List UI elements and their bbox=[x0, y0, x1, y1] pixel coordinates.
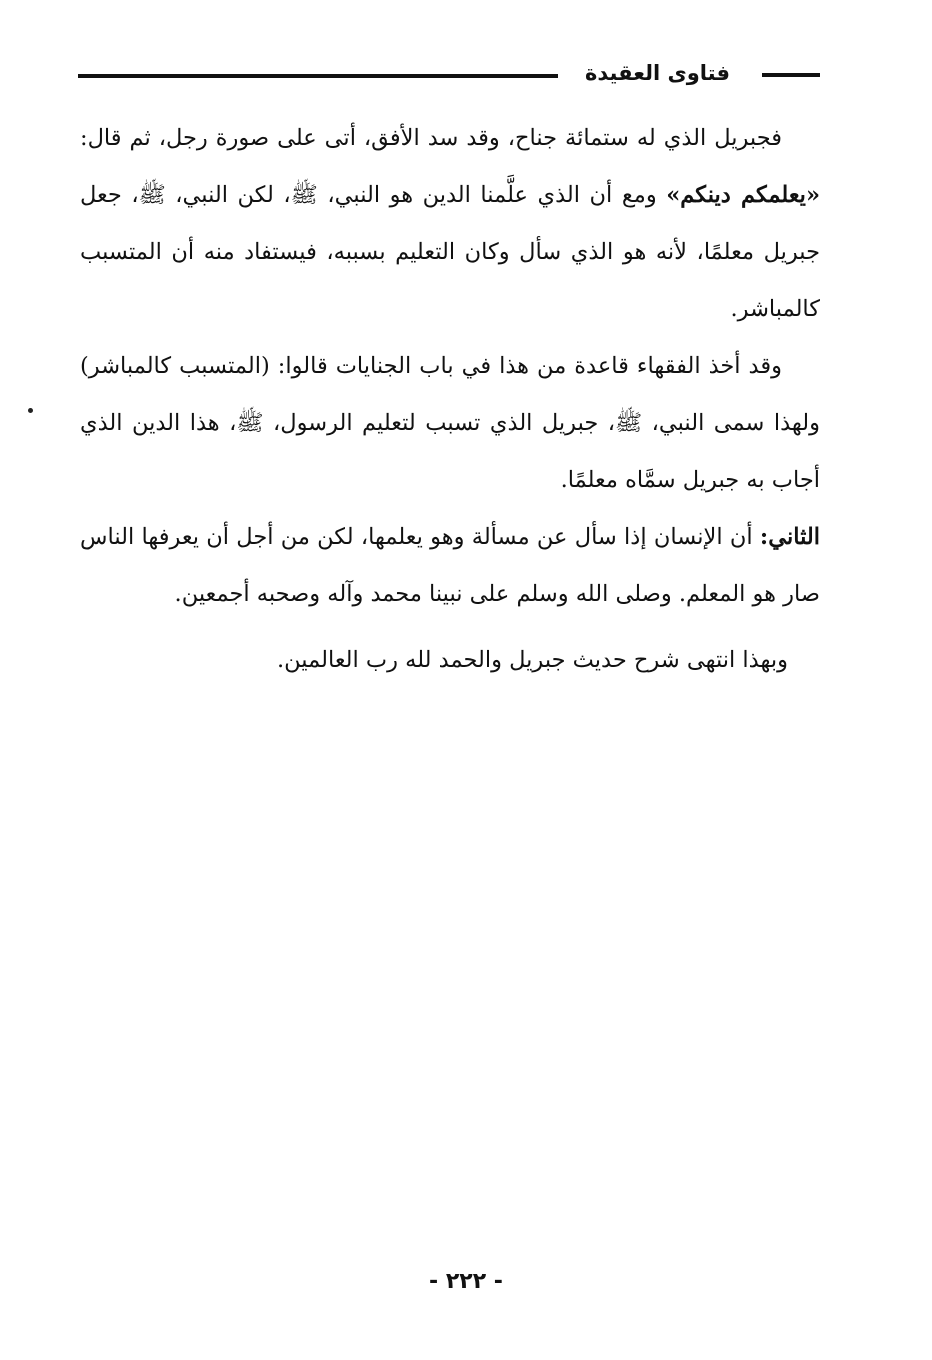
paragraph-second-point bbox=[80, 509, 820, 623]
book-title: فتاوى العقيدة bbox=[585, 61, 730, 85]
paragraph-jibril-start: فجبريل الذي له ستمائة جناح، وقد سد الأفق، أتى على صورة رجل، ثم قال: bbox=[80, 125, 782, 151]
closing-line: وبهذا انتهى شرح حديث جبريل والحمد لله رب العالمين. bbox=[277, 647, 788, 673]
page-number: - ٢٢٢ - bbox=[429, 1269, 503, 1294]
paragraph-jibril-end: ومع أن الذي علَّمنا الدين هو النبي، ﷺ، لكن النبي، ﷺ، جعل جبريل معلمًا، لأنه هو الذي سأل وكان التعليم بسببه، فيستفاد منه أن المتسبب كالمباشر. bbox=[80, 182, 820, 322]
header-long-rule bbox=[78, 74, 558, 78]
running-header bbox=[78, 56, 820, 96]
paragraph-second-point-text: أن الإنسان إذا سأل عن مسألة وهو يعلمها، لكن من أجل أن يعرفها الناس صار هو المعلم. وصلى الله وسلم على نبينا محمد وآله وصحبه أجمعين. bbox=[80, 524, 820, 607]
hadith-quote: «يعلمكم دينكم» bbox=[666, 182, 821, 208]
paragraph-jibril bbox=[80, 110, 820, 338]
paragraph-fuqaha-text: وقد أخذ الفقهاء قاعدة من هذا في باب الجنايات قالوا: (المتسبب كالمباشر) ولهذا سمى النبي، ﷺ، جبريل الذي تسبب لتعليم الرسول، ﷺ، هذا الدين الذي أجاب به جبريل سمَّاه معلمًا. bbox=[80, 353, 820, 493]
second-point-label: الثاني: bbox=[759, 524, 820, 550]
body-text bbox=[80, 110, 820, 623]
margin-dot bbox=[28, 408, 33, 413]
paragraph-fuqaha bbox=[80, 338, 820, 509]
header-short-rule bbox=[762, 73, 820, 77]
